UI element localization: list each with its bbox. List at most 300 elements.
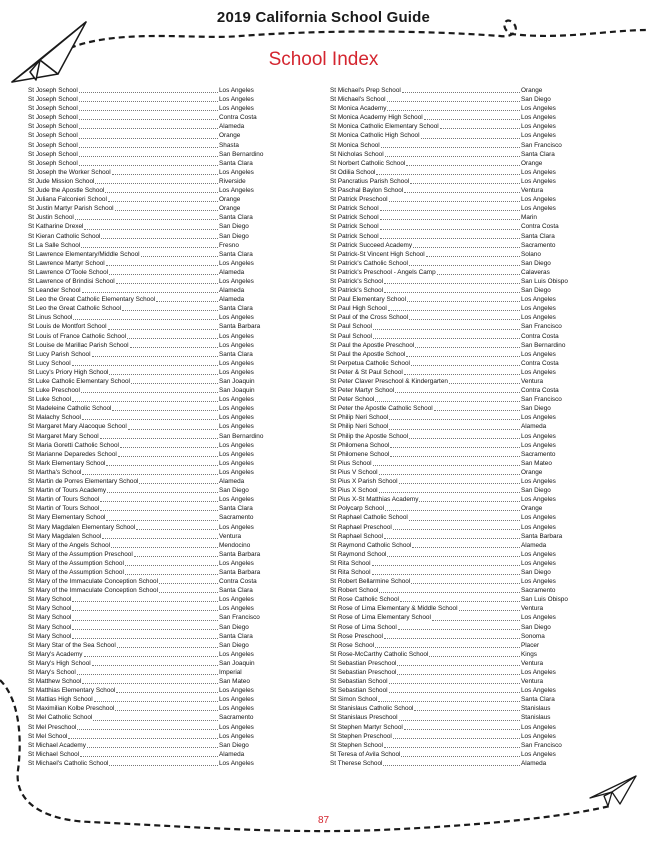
school-name: St Lucy School [28, 359, 71, 367]
index-entry [330, 86, 595, 95]
county-name: Contra Costa [521, 359, 559, 367]
dot-leader [79, 128, 218, 129]
dot-leader [375, 647, 520, 648]
school-name: St Marianne Deparedes School [28, 450, 117, 458]
index-entry [28, 532, 293, 541]
dot-leader [380, 219, 520, 220]
school-name: St Mary of the Angels School [28, 541, 111, 549]
dot-leader [93, 720, 218, 721]
index-entry [330, 677, 595, 686]
dot-leader [373, 465, 520, 466]
county-name: Contra Costa [219, 578, 257, 586]
dot-leader [112, 174, 218, 175]
index-entry [330, 604, 595, 613]
index-entry [28, 204, 293, 213]
county-name: Fresno [219, 241, 239, 249]
index-entry [330, 304, 595, 313]
county-name: Los Angeles [219, 277, 254, 285]
school-name: St Mary School [28, 632, 72, 640]
dot-leader [109, 274, 218, 275]
county-name: Orange [219, 196, 241, 204]
dot-leader [79, 92, 218, 93]
school-name: St Raymond School [330, 550, 387, 558]
county-name: Los Angeles [521, 550, 556, 558]
index-entry [330, 286, 595, 295]
county-name: Santa Clara [219, 159, 253, 167]
school-name: St Leo the Great Catholic Elementary School [28, 296, 156, 304]
index-entry [330, 732, 595, 741]
school-name: St Philip Neri School [330, 414, 389, 422]
county-name: Los Angeles [219, 732, 254, 740]
county-name: Los Angeles [521, 496, 556, 504]
dot-leader [92, 356, 218, 357]
dot-leader [380, 238, 520, 239]
dot-leader [81, 392, 218, 393]
county-name: Alameda [521, 759, 547, 767]
index-entry [28, 613, 293, 622]
county-name: Los Angeles [219, 650, 254, 658]
county-name: Orange [521, 159, 543, 167]
county-name: Los Angeles [219, 396, 254, 404]
school-name: St Peter School [330, 396, 375, 404]
school-name: St Therese School [330, 759, 383, 767]
dot-leader [122, 310, 218, 311]
dot-leader [388, 310, 520, 311]
index-entry [330, 168, 595, 177]
index-entry [330, 613, 595, 622]
dot-leader [136, 529, 218, 530]
school-name: St Sebastian School [330, 678, 388, 686]
county-name: Sonoma [521, 632, 545, 640]
school-name: St Peter the Apostle Catholic School [330, 405, 433, 413]
county-name: Imperial [219, 669, 242, 676]
county-name: Los Angeles [521, 177, 556, 185]
index-entry [28, 723, 293, 732]
index-entry [28, 104, 293, 113]
county-name: San Diego [219, 223, 249, 231]
school-name: St Justin School [28, 214, 74, 222]
dot-leader [79, 156, 218, 157]
dot-leader [72, 620, 218, 621]
dot-leader [68, 738, 218, 739]
index-entry [28, 632, 293, 641]
school-name: St Luke Preschool [28, 387, 80, 395]
county-name: Santa Barbara [219, 568, 261, 576]
index-entry [28, 422, 293, 431]
dot-leader [409, 438, 520, 439]
county-name: Los Angeles [521, 114, 556, 122]
county-name: Los Angeles [219, 441, 254, 449]
index-entry [28, 341, 293, 350]
dot-leader [94, 701, 218, 702]
index-entry [28, 268, 293, 277]
dot-leader [398, 629, 520, 630]
school-name: St Philip Neri School [330, 423, 389, 431]
county-name: Los Angeles [521, 523, 556, 531]
county-name: Santa Clara [219, 305, 253, 313]
school-name: St Mary of the Immaculate Conception School [28, 587, 159, 595]
dot-leader [401, 756, 520, 757]
index-entry [28, 232, 293, 241]
school-name: St Patrick's School [330, 277, 384, 285]
dot-leader [80, 756, 218, 757]
index-column-left [28, 86, 293, 768]
school-name: St Lawrence Elementary/Middle School [28, 250, 140, 258]
index-entry [330, 395, 595, 404]
index-entry [330, 623, 595, 632]
index-entry [28, 404, 293, 413]
index-entry [330, 213, 595, 222]
index-entry [28, 441, 293, 450]
county-name: Los Angeles [219, 414, 254, 422]
county-name: San Joaquin [219, 659, 255, 667]
dot-leader [101, 238, 218, 239]
county-name: Santa Clara [219, 350, 253, 358]
county-name: Alameda [219, 478, 245, 486]
county-name: Santa Barbara [521, 532, 563, 540]
dot-leader [387, 556, 520, 557]
index-entry [330, 759, 595, 768]
dot-leader [407, 301, 520, 302]
county-name: Los Angeles [219, 187, 254, 195]
dot-leader [139, 483, 218, 484]
dot-leader [111, 547, 218, 548]
index-entry [28, 277, 293, 286]
dot-leader [384, 538, 520, 539]
school-name: St Pius X-St Matthias Academy [330, 496, 419, 504]
county-name: Los Angeles [521, 669, 556, 676]
dot-leader [79, 165, 218, 166]
school-name: St Katharine Drexel [28, 223, 84, 231]
county-name: Los Angeles [219, 468, 254, 476]
school-name: St Simon School [330, 696, 378, 704]
dot-leader [426, 256, 520, 257]
dot-leader [141, 256, 218, 257]
county-name: Los Angeles [521, 432, 556, 440]
index-entry [330, 659, 595, 668]
county-name: Los Angeles [219, 87, 254, 94]
county-name: Los Angeles [219, 696, 254, 704]
dot-leader [108, 329, 218, 330]
county-name: Solano [521, 250, 541, 258]
school-name: St Martin of Tours School [28, 505, 100, 513]
dot-leader [77, 729, 218, 730]
dot-leader [404, 729, 520, 730]
school-name: St Rose of Lima Elementary & Middle School [330, 605, 458, 613]
county-name: San Diego [219, 741, 249, 749]
school-name: St Raphael School [330, 532, 383, 540]
index-entry [330, 568, 595, 577]
index-entry [28, 759, 293, 768]
index-entry [28, 677, 293, 686]
school-name: St Lawrence of Brindisi School [28, 277, 115, 285]
dot-leader [393, 529, 520, 530]
school-name: St Robert School [330, 587, 379, 595]
dot-leader [411, 583, 520, 584]
dot-leader [380, 229, 520, 230]
county-name: Mendocino [219, 541, 251, 549]
county-name: Alameda [219, 296, 245, 304]
dot-leader [437, 274, 520, 275]
school-name: St Michael's Catholic School [28, 759, 109, 767]
dot-leader [125, 565, 218, 566]
school-name: St Maximilian Kolbe Preschool [28, 705, 115, 713]
county-name: Ventura [521, 678, 544, 686]
county-name: Los Angeles [521, 168, 556, 176]
school-name: St Patrick School [330, 205, 379, 213]
dot-leader [127, 338, 218, 339]
county-name: Los Angeles [219, 559, 254, 567]
dot-leader [117, 647, 218, 648]
index-entry [330, 277, 595, 286]
school-name: St Rose-McCarthy Catholic School [330, 650, 429, 658]
dot-leader [384, 292, 520, 293]
index-entry [330, 632, 595, 641]
index-entry [28, 131, 293, 140]
school-name: St Joseph School [28, 87, 78, 94]
county-name: Orange [219, 132, 241, 140]
county-name: Alameda [219, 268, 245, 276]
dot-leader [79, 138, 218, 139]
county-name: Los Angeles [521, 687, 556, 695]
county-name: Los Angeles [521, 350, 556, 358]
county-name: Los Angeles [219, 450, 254, 458]
dot-leader [390, 447, 520, 448]
dot-leader [82, 419, 218, 420]
index-entry [28, 332, 293, 341]
school-name: St Joseph School [28, 114, 78, 122]
dot-leader [432, 620, 520, 621]
index-entry [28, 604, 293, 613]
school-name: St Matthias Elementary School [28, 687, 116, 695]
dot-leader [375, 401, 520, 402]
county-name: Los Angeles [521, 441, 556, 449]
index-entry [28, 195, 293, 204]
county-name: Santa Barbara [219, 550, 261, 558]
county-name: San Diego [521, 568, 551, 576]
dot-leader [159, 592, 218, 593]
index-entry [330, 541, 595, 550]
dot-leader [72, 601, 218, 602]
school-name: St Perpetua Catholic School [330, 359, 410, 367]
county-name: Los Angeles [219, 723, 254, 731]
school-name: St Peter & St Paul School [330, 368, 403, 376]
dot-leader [77, 674, 218, 675]
school-name: St Juliana Falconieri School [28, 196, 107, 204]
index-entry [330, 95, 595, 104]
school-name: St Margaret Mary School [28, 432, 99, 440]
county-name: Los Angeles [521, 314, 556, 322]
county-name: Los Angeles [219, 423, 254, 431]
index-entry [28, 304, 293, 313]
index-entry [28, 595, 293, 604]
paper-airplane-small-icon [590, 776, 636, 806]
index-entry [330, 723, 595, 732]
school-name: St Mary of the Assumption School [28, 568, 124, 576]
dot-leader [449, 383, 520, 384]
index-entry [28, 686, 293, 695]
index-entry [28, 695, 293, 704]
index-entry [330, 486, 595, 495]
index-entry [28, 186, 293, 195]
school-name: St Martin of Tours Academy [28, 487, 107, 495]
county-name: Los Angeles [219, 496, 254, 504]
county-name: Ventura [521, 605, 544, 613]
index-entry [330, 477, 595, 486]
index-entry [330, 695, 595, 704]
index-entry [28, 313, 293, 322]
county-name: Los Angeles [521, 205, 556, 213]
dot-leader [116, 283, 218, 284]
school-name: St Lucy's Priory High School [28, 368, 109, 376]
index-entry [330, 122, 595, 131]
school-name: St Rose Preschool [330, 632, 383, 640]
county-name: Santa Barbara [219, 323, 261, 331]
index-entry [28, 350, 293, 359]
dot-leader [134, 556, 218, 557]
school-name: St Stanislaus Preschool [330, 714, 398, 722]
dot-leader [404, 374, 520, 375]
county-name: Riverside [219, 177, 246, 185]
county-name: Placer [521, 641, 540, 649]
index-entry [28, 568, 293, 577]
index-entry [28, 395, 293, 404]
index-entry [330, 550, 595, 559]
dot-leader [109, 374, 218, 375]
dot-leader [411, 365, 520, 366]
school-name: St Patrick's Catholic School [330, 259, 408, 267]
school-name: St Stephen Preschool [330, 732, 392, 740]
school-name: St Stephen School [330, 741, 383, 749]
dot-leader [410, 183, 520, 184]
index-entry [330, 268, 595, 277]
index-entry [330, 359, 595, 368]
dot-leader [384, 638, 520, 639]
dot-leader [73, 319, 218, 320]
dot-leader [72, 638, 218, 639]
index-entry [28, 586, 293, 595]
school-name: St Joseph School [28, 96, 78, 104]
dot-leader [399, 483, 521, 484]
school-name: St Malachy School [28, 414, 81, 422]
dot-leader [381, 147, 520, 148]
index-entry [330, 750, 595, 759]
school-name: St Philomene School [330, 450, 390, 458]
index-entry [28, 750, 293, 759]
index-entry [330, 459, 595, 468]
dot-leader [434, 410, 520, 411]
index-entry [330, 204, 595, 213]
dot-leader [409, 520, 520, 521]
school-name: St Rose of Lima School [330, 623, 397, 631]
school-name: St Mary's School [28, 669, 76, 676]
index-entry [28, 713, 293, 722]
dot-leader [109, 765, 218, 766]
county-name: Marin [521, 214, 537, 222]
index-entry [330, 422, 595, 431]
index-entry [330, 332, 595, 341]
school-name: St Monica Catholic Elementary School [330, 123, 439, 131]
school-name: St Joseph the Worker School [28, 168, 111, 176]
index-entry [28, 259, 293, 268]
county-name: San Diego [521, 287, 551, 295]
county-name: Orange [521, 468, 543, 476]
school-name: St Joseph School [28, 141, 78, 149]
dot-leader [459, 610, 520, 611]
county-name: San Mateo [219, 678, 250, 686]
dot-leader [413, 247, 520, 248]
dot-leader [156, 301, 218, 302]
index-entry [330, 741, 595, 750]
dot-leader [72, 401, 218, 402]
county-name: Alameda [521, 423, 547, 431]
index-entry [330, 641, 595, 650]
school-name: St Mary's Academy [28, 650, 83, 658]
dot-leader [395, 392, 520, 393]
index-entry [330, 404, 595, 413]
page-number: 87 [317, 815, 330, 826]
index-entry [330, 159, 595, 168]
dot-leader [376, 174, 520, 175]
index-entry [28, 241, 293, 250]
school-name: St La Salle School [28, 241, 81, 249]
school-name: St Margaret Mary Alacoque School [28, 423, 127, 431]
dot-leader [393, 738, 520, 739]
county-name: San Bernardino [219, 432, 264, 440]
school-name: St Pius X Parish School [330, 478, 398, 486]
county-name: San Diego [521, 96, 551, 104]
index-entry [28, 113, 293, 122]
county-name: Calaveras [521, 268, 550, 276]
index-entry [28, 368, 293, 377]
county-name: Santa Clara [219, 505, 253, 513]
county-name: San Diego [219, 623, 249, 631]
school-name: St Nicholas School [330, 150, 384, 158]
dot-leader [115, 210, 218, 211]
county-name: Los Angeles [521, 514, 556, 522]
index-entry [330, 450, 595, 459]
school-name: St Kieran Catholic School [28, 232, 101, 240]
school-name: St Michael School [28, 750, 80, 758]
school-name: St Mary of the Assumption Preschool [28, 550, 133, 558]
dot-leader [75, 219, 218, 220]
school-name: St Patrick Preschool [330, 196, 388, 204]
school-name: St Luke School [28, 396, 71, 404]
index-entry [330, 141, 595, 150]
dot-leader [419, 501, 520, 502]
county-name: Los Angeles [219, 168, 254, 176]
dot-leader [106, 465, 218, 466]
school-name: St Odilia School [330, 168, 376, 176]
school-name: St Philip the Apostle School [330, 432, 409, 440]
county-name: Los Angeles [219, 368, 254, 376]
index-entry [28, 459, 293, 468]
county-name: Stanislaus [521, 714, 551, 722]
county-name: San Francisco [219, 614, 260, 622]
school-name: St Leander School [28, 287, 81, 295]
county-name: San Mateo [521, 459, 552, 467]
index-entry [28, 668, 293, 677]
dot-leader [82, 474, 218, 475]
school-name: St Stephen Martyr School [330, 723, 403, 731]
school-name: St Monica Academy High School [330, 114, 423, 122]
school-name: St Martin of Tours School [28, 496, 100, 504]
dot-leader [387, 110, 520, 111]
index-entry [330, 313, 595, 322]
dot-leader [95, 183, 218, 184]
county-name: Los Angeles [219, 605, 254, 613]
county-name: Ventura [219, 532, 242, 540]
